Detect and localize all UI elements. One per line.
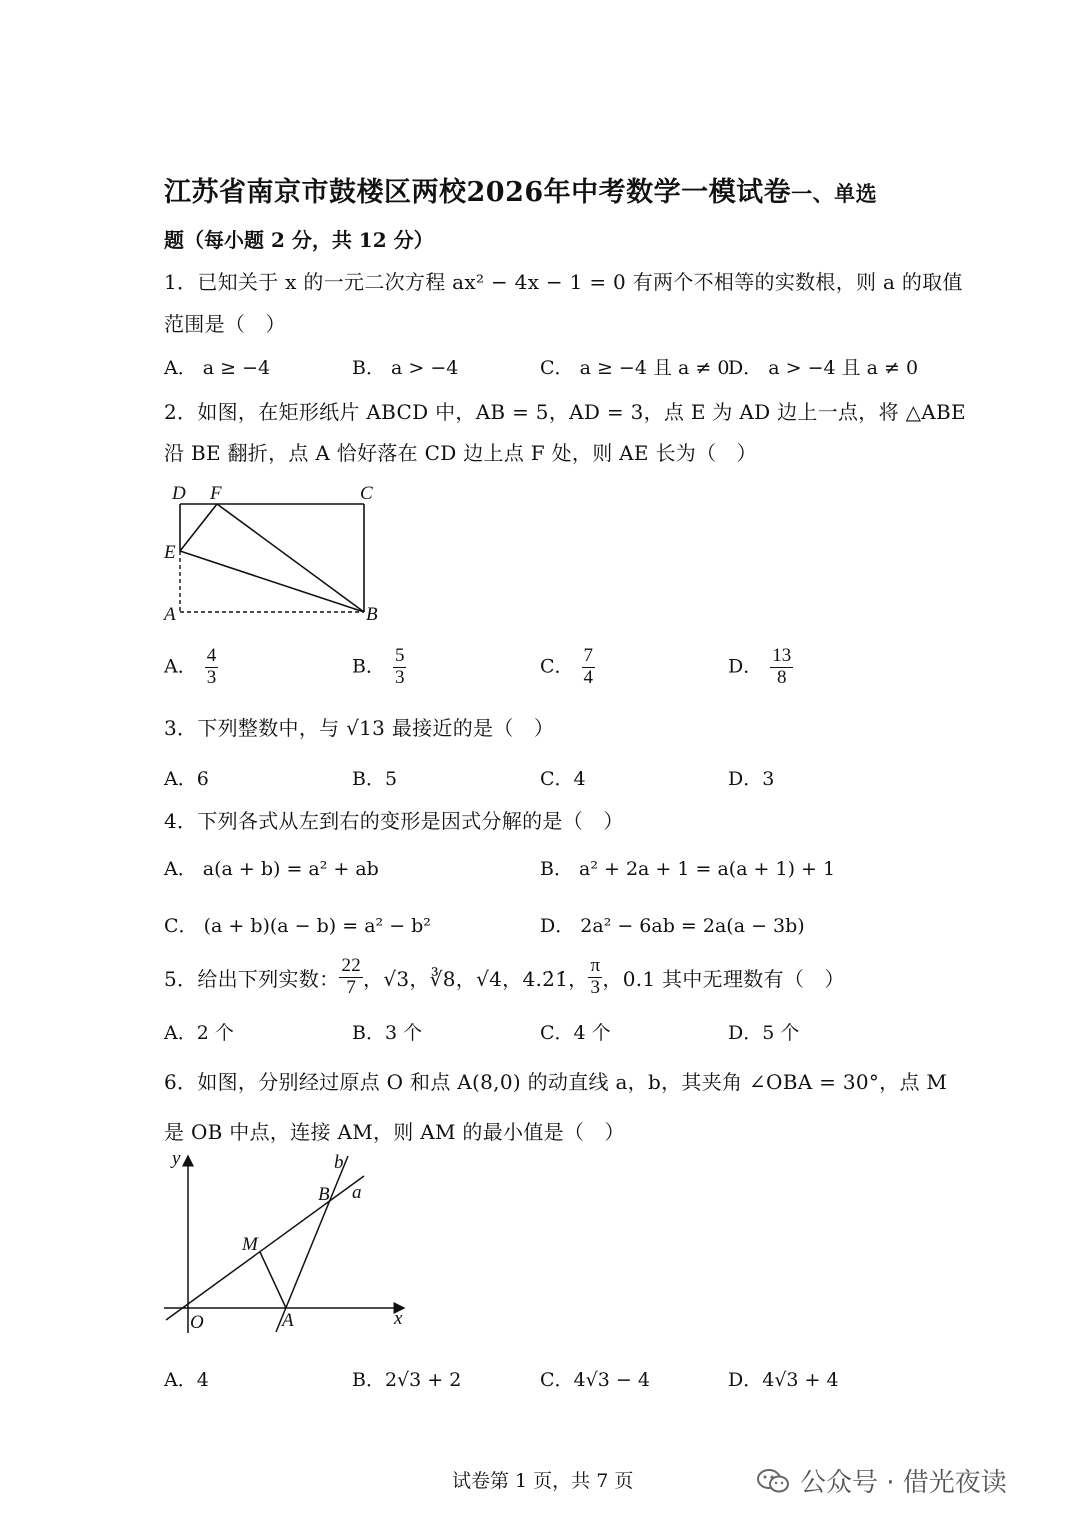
q1-option-c: C． a ≥ −4 且 a ≠ 0 xyxy=(540,357,730,379)
label-y: y xyxy=(172,1148,181,1169)
q2-option-b xyxy=(352,646,406,689)
q5-option-c: C．4 个 xyxy=(540,1022,611,1044)
label-e: E xyxy=(164,542,176,563)
q2-option-b-label: B． xyxy=(352,655,385,678)
watermark-text: 公众号 · 借光夜读 xyxy=(800,1468,1007,1498)
label-x: x xyxy=(394,1308,403,1329)
q2-option-b-fraction xyxy=(393,646,407,689)
q2-option-b-den: 3 xyxy=(394,666,405,688)
q2-option-d-den: 8 xyxy=(776,666,787,688)
q6-line1: 6．如图，分别经过原点 O 和点 A(8,0) 的动直线 a，b，其夹角 ∠OBA = 30°，点 M xyxy=(164,1070,948,1094)
q5-fraction-22-7 xyxy=(339,956,363,999)
page-title xyxy=(164,170,877,209)
q2-line1: 2．如图，在矩形纸片 ABCD 中，AB = 5，AD = 3，点 E 为 AD 边上一点，将 △ABE xyxy=(164,400,966,424)
q2-rectangle-figure xyxy=(160,478,390,628)
segment-am xyxy=(260,1252,286,1308)
page-footer: 试卷第 1 页，共 7 页 xyxy=(452,1470,634,1492)
q4-line1: 4．下列各式从左到右的变形是因式分解的是（ ） xyxy=(164,809,624,833)
q1-option-d: D． a > −4 且 a ≠ 0 xyxy=(728,357,919,379)
q5-line1 xyxy=(164,956,845,999)
q3-option-b: B．5 xyxy=(352,768,398,790)
q2-option-d xyxy=(728,646,793,689)
q2-option-b-num: 5 xyxy=(394,645,405,666)
segment-fb xyxy=(217,504,364,612)
q5-frac2-den: 3 xyxy=(590,976,601,998)
label-b: B xyxy=(366,604,378,625)
q4-option-a: A． a(a + b) = a² + ab xyxy=(164,858,379,880)
q5-option-d: D．5 个 xyxy=(728,1022,800,1044)
q2-option-a xyxy=(164,646,218,689)
q2-option-d-num: 13 xyxy=(772,645,792,666)
q2-line2: 沿 BE 翻折，点 A 恰好落在 CD 边上点 F 处，则 AE 长为（ ） xyxy=(164,441,757,465)
q5-option-a: A．2 个 xyxy=(164,1022,234,1044)
q2-option-a-den: 3 xyxy=(206,666,217,688)
q2-option-a-label: A． xyxy=(164,655,197,678)
q4-option-c: C． (a + b)(a − b) = a² − b² xyxy=(164,915,431,937)
line-b xyxy=(276,1156,348,1332)
label-m: M xyxy=(242,1234,258,1255)
q2-option-d-fraction xyxy=(770,646,793,689)
q1-line2: 范围是（ ） xyxy=(164,312,286,336)
segment-eb xyxy=(180,551,364,612)
q5-prefix: 5．给出下列实数： xyxy=(164,966,340,991)
q5-suffix: ，0.1 其中无理数有（ ） xyxy=(602,966,845,991)
q3-option-a: A．6 xyxy=(164,768,209,790)
q2-option-c-den: 4 xyxy=(583,666,594,688)
q5-middle: ，√3，∛8，√4，4.2̇1̇， xyxy=(363,966,589,991)
q6-option-d: D．4√3 + 4 xyxy=(728,1369,839,1391)
q1-option-b: B． a > −4 xyxy=(352,357,459,379)
q6-line2: 是 OB 中点，连接 AM，则 AM 的最小值是（ ） xyxy=(164,1120,625,1144)
line-a xyxy=(166,1176,364,1320)
title-main: 江苏省南京市鼓楼区两校2026年中考数学一模试卷 xyxy=(164,177,792,208)
q5-frac1-num: 22 xyxy=(341,955,362,976)
q3-line1: 3．下列整数中，与 √13 最接近的是（ ） xyxy=(164,716,555,740)
q2-option-c xyxy=(540,646,595,689)
q1-option-a: A． a ≥ −4 xyxy=(164,357,271,379)
q2-option-c-fraction xyxy=(582,646,596,689)
q4-option-b: B． a² + 2a + 1 = a(a + 1) + 1 xyxy=(540,858,836,880)
q3-option-c: C．4 xyxy=(540,768,586,790)
q6-option-b: B．2√3 + 2 xyxy=(352,1369,462,1391)
q3-option-d: D．3 xyxy=(728,768,775,790)
title-tail: 一、单选 xyxy=(791,181,878,206)
label-point-a: A xyxy=(282,1310,294,1331)
q5-option-b: B．3 个 xyxy=(352,1022,423,1044)
q2-option-a-fraction xyxy=(205,646,219,689)
label-d: D xyxy=(172,483,186,504)
q2-option-c-num: 7 xyxy=(583,645,594,666)
q6-coordinate-figure xyxy=(160,1148,420,1338)
label-a-line: a xyxy=(352,1182,362,1203)
q6-option-a: A．4 xyxy=(164,1369,209,1391)
label-c: C xyxy=(360,483,373,504)
q5-fraction-pi-3 xyxy=(588,956,602,999)
q2-option-c-label: C． xyxy=(540,655,574,678)
watermark xyxy=(756,1462,1007,1499)
q6-option-c: C．4√3 − 4 xyxy=(540,1369,650,1391)
wechat-icon xyxy=(756,1467,790,1495)
label-point-b: B xyxy=(318,1184,330,1205)
section-heading: 题（每小题 2 分，共 12 分） xyxy=(164,228,434,252)
label-a: A xyxy=(164,604,176,625)
segment-ef xyxy=(180,504,217,551)
q4-option-d: D． 2a² − 6ab = 2a(a − 3b) xyxy=(540,915,805,937)
label-f: F xyxy=(210,483,222,504)
label-b-line: b xyxy=(334,1152,344,1173)
q5-frac1-den: 7 xyxy=(346,976,357,998)
q5-frac2-num: π xyxy=(590,955,601,976)
q2-option-a-num: 4 xyxy=(206,645,217,666)
q1-line1: 1．已知关于 x 的一元二次方程 ax² − 4x − 1 = 0 有两个不相等的实数根，则 a 的取值 xyxy=(164,270,963,294)
label-o: O xyxy=(190,1312,204,1333)
q2-option-d-label: D． xyxy=(728,655,763,678)
